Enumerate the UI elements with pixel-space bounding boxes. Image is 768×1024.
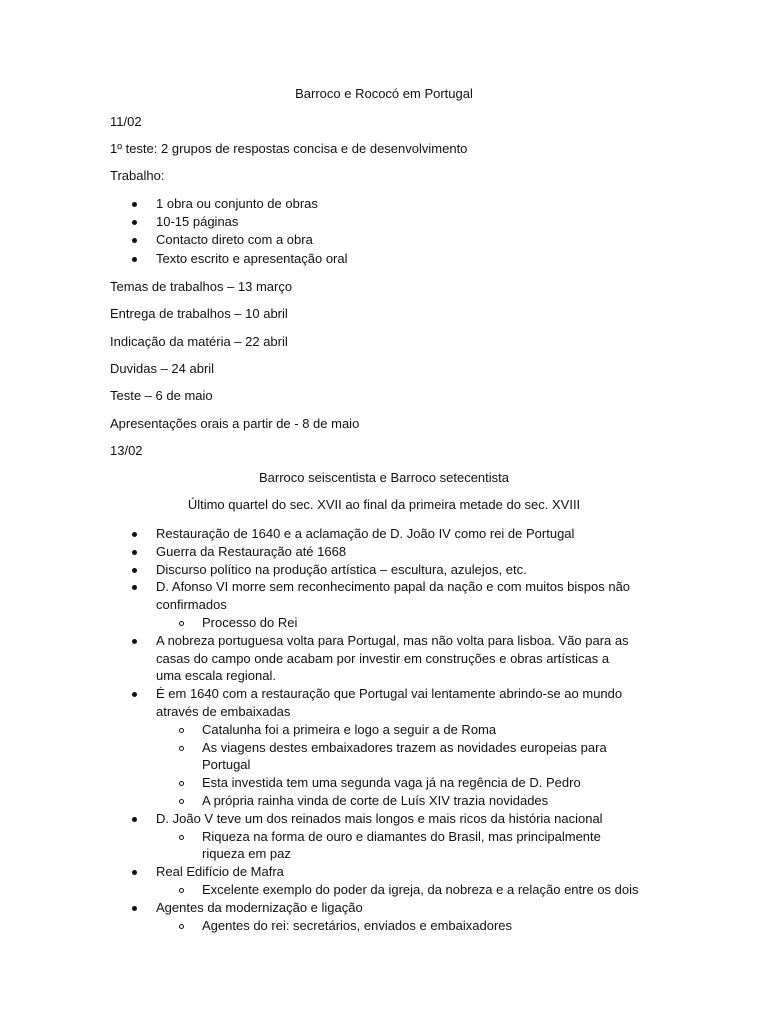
bullet-icon <box>132 532 137 537</box>
sub-note-item-line: Agentes do rei: secretários, enviados e embaixadores <box>202 917 513 933</box>
note-item-line: Agentes da modernização e ligação <box>156 899 363 915</box>
bullet-icon <box>132 906 137 911</box>
sub-note-item-line: Riqueza na forma de ouro e diamantes do Brasil, mas principalmente <box>202 828 601 844</box>
bullet-icon <box>132 585 137 590</box>
sub-bullet-icon <box>179 799 184 804</box>
note-item-line: D. Afonso VI morre sem reconhecimento papal da nação e com muitos bispos não <box>156 579 631 595</box>
note-item-line: casas do campo onde acabam por investir em construções e obras artísticas a <box>156 650 610 666</box>
trabalho-label: Trabalho: <box>110 168 165 183</box>
note-item-line: confirmados <box>156 597 227 613</box>
bullet-icon <box>132 817 137 822</box>
bullet-icon <box>132 202 137 207</box>
sub-note-item-line: As viagens destes embaixadores trazem as novidades europeias para <box>202 739 607 755</box>
bullet-icon <box>132 639 137 644</box>
note-item-line: Real Edifício de Mafra <box>156 864 284 880</box>
document-title: Barroco e Rococó em Portugal <box>295 86 473 101</box>
schedule-item: Apresentações orais a partir de - 8 de maio <box>110 416 360 431</box>
note-item-line: Discurso político na produção artística – escultura, azulejos, etc. <box>156 561 527 577</box>
bullet-icon <box>132 238 137 243</box>
note-item-line: uma escala regional. <box>156 668 276 684</box>
sub-bullet-icon <box>179 888 184 893</box>
sub-bullet-icon <box>179 621 184 626</box>
sub-bullet-icon <box>179 781 184 786</box>
note-item-line: D. João V teve um dos reinados mais longos e mais ricos da história nacional <box>156 810 603 826</box>
bullet-icon <box>132 257 137 262</box>
list-item: 1 obra ou conjunto de obras <box>156 196 318 211</box>
date-heading: 13/02 <box>110 443 143 458</box>
sub-bullet-icon <box>179 728 184 733</box>
bullet-icon <box>132 550 137 555</box>
sub-note-item-line: Catalunha foi a primeira e logo a seguir a de Roma <box>202 721 497 737</box>
note-item-line: através de embaixadas <box>156 704 291 719</box>
sub-bullet-icon <box>179 924 184 929</box>
date-heading: 11/02 <box>110 114 142 129</box>
sub-note-item-line: A própria rainha vinda de corte de Luís XIV trazia novidades <box>202 793 549 808</box>
bullet-icon <box>132 568 137 573</box>
sub-bullet-icon <box>179 746 184 751</box>
note-item-line: É em 1640 com a restauração que Portugal vai lentamente abrindo-se ao mundo <box>156 686 623 702</box>
note-item-line: A nobreza portuguesa volta para Portugal, mas não volta para lisboa. Vão para as <box>156 632 629 648</box>
sub-note-item-line: riqueza em paz <box>202 846 291 862</box>
sub-note-item-line: Esta investida tem uma segunda vaga já na regência de D. Pedro <box>202 775 581 791</box>
schedule-item: Duvidas – 24 abril <box>110 361 215 376</box>
list-item: 10-15 páginas <box>156 214 239 229</box>
note-item-line: Restauração de 1640 e a aclamação de D. João IV como rei de Portugal <box>156 526 575 541</box>
bullet-icon <box>132 220 137 225</box>
note-item-line: Guerra da Restauração até 1668 <box>156 543 347 559</box>
schedule-item: Temas de trabalhos – 13 março <box>110 279 293 294</box>
schedule-item: Teste – 6 de maio <box>110 388 213 403</box>
sub-note-item-line: Excelente exemplo do poder da igreja, da nobreza e a relação entre os dois <box>202 882 639 897</box>
schedule-item: Entrega de trabalhos – 10 abril <box>110 306 288 321</box>
section-title: Barroco seiscentista e Barroco setecentista <box>258 470 509 485</box>
section-subtitle: Último quartel do sec. XVII ao final da primeira metade do sec. XVIII <box>187 497 581 512</box>
list-item: Contacto direto com a obra <box>156 232 313 247</box>
schedule-item: Indicação da matéria – 22 abril <box>110 334 288 349</box>
test-info: 1º teste: 2 grupos de respostas concisa e de desenvolvimento <box>110 141 468 156</box>
sub-note-item-line: Portugal <box>202 757 251 773</box>
sub-note-item-line: Processo do Rei <box>202 615 298 630</box>
bullet-icon <box>132 870 137 875</box>
sub-bullet-icon <box>179 835 184 840</box>
bullet-icon <box>132 692 137 697</box>
list-item: Texto escrito e apresentação oral <box>156 251 348 266</box>
